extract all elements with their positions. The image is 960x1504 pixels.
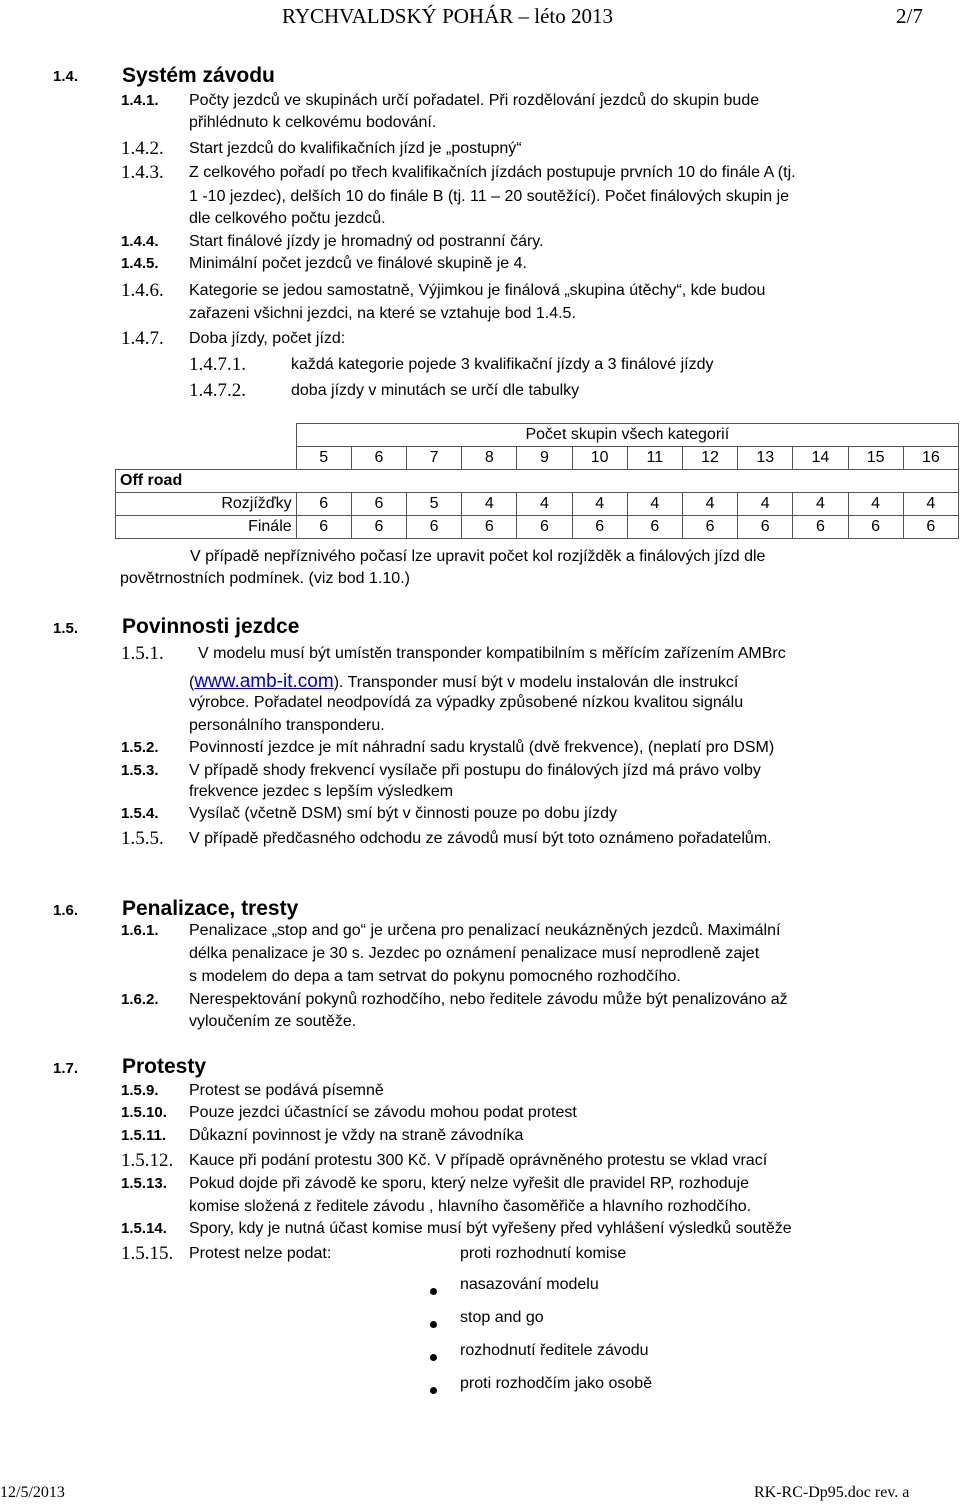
subitem-number: 1.4.7.1.: [189, 354, 246, 375]
table-cell: 6: [848, 516, 903, 539]
table-cell: 6: [462, 516, 517, 539]
group-cell: 10: [572, 447, 627, 470]
item-text: Spory, kdy je nutná účast komise musí být vyřešeny před vyhlášení výsledků soutěže: [189, 1220, 792, 1237]
item-text: Minimální počet jezdců ve finálové skupině je 4.: [189, 255, 527, 272]
table-cell: 4: [572, 493, 627, 516]
item-number: 1.5.10.: [121, 1104, 167, 1121]
times-table: [115, 423, 959, 539]
list-item: proti rozhodčím jako osobě: [460, 1375, 653, 1392]
item-text: V případě shody frekvencí vysílače při postupu do finálových jízd má právo volby: [189, 762, 761, 779]
item-text: přihlédnuto k celkovému bodování.: [189, 114, 437, 131]
table-header: Počet skupin všech kategorií: [296, 424, 958, 447]
section-number: 1.6.: [53, 902, 79, 919]
item-text: frekvence jezdec s lepším výsledkem: [189, 783, 454, 800]
item-text: Start finálové jízdy je hromadný od postranní čáry.: [189, 233, 544, 250]
table-header-row: [116, 424, 959, 447]
section-number: 1.4.: [53, 68, 79, 85]
item-text: Důkazní povinnost je vždy na straně závodníka: [189, 1127, 524, 1144]
table-cell: 4: [462, 493, 517, 516]
table-cell: 4: [627, 493, 682, 516]
item-text: Protest se podává písemně: [189, 1082, 384, 1099]
item-number: 1.5.5.: [121, 828, 164, 849]
bullet-icon: [430, 1315, 437, 1333]
item-number: 1.5.11.: [121, 1127, 167, 1144]
item-number: 1.4.3.: [121, 162, 164, 183]
item-text: Start jezdců do kvalifikačních jízd je „postupný“: [189, 140, 522, 157]
item-number: 1.4.1.: [121, 92, 159, 109]
item-text: Penalizace „stop and go“ je určena pro penalizací neukázněných jezdců. Maximální: [189, 922, 781, 939]
subitem-number: 1.4.7.2.: [189, 380, 246, 401]
table-cell: 4: [738, 493, 793, 516]
item-number: 1.4.5.: [121, 255, 159, 272]
item-text: Kategorie se jedou samostatně, Výjimkou je finálová „skupina útěchy“, kde budou: [189, 282, 766, 299]
bullet-icon: [430, 1348, 437, 1366]
footer-date: 12/5/2013: [0, 1484, 65, 1501]
row-label: Finále: [116, 516, 297, 539]
table-cell: 4: [682, 493, 737, 516]
table-cell: 6: [517, 516, 572, 539]
item-number: 1.5.1.: [121, 643, 164, 664]
item-text: Vysílač (včetně DSM) smí být v činnosti pouze po dobu jízdy: [189, 805, 618, 822]
table-note: povětrnostních podmínek. (viz bod 1.10.): [120, 570, 410, 587]
table-cell: 6: [738, 516, 793, 539]
footer-doc: RK-RC-Dp95.doc rev. a: [754, 1484, 910, 1501]
item-number: 1.5.3.: [121, 762, 159, 779]
item-text: Povinností jezdce je mít náhradní sadu krystalů (dvě frekvence), (neplatí pro DSM): [189, 739, 775, 756]
table-cell: 4: [848, 493, 903, 516]
list-item: proti rozhodnutí komise: [460, 1245, 627, 1262]
table-cell: 4: [793, 493, 848, 516]
item-text: V modelu musí být umístěn transponder kompatibilním s měřícím zařízením AMBrc: [198, 645, 786, 662]
item-text: V případě předčasného odchodu ze závodů musí být toto oznámeno pořadatelům.: [189, 830, 772, 847]
section-title: Povinnosti jezdce: [122, 615, 300, 638]
group-cell: 15: [848, 447, 903, 470]
section-title: Protesty: [122, 1055, 207, 1078]
group-cell: 5: [296, 447, 351, 470]
groups-row: [116, 447, 959, 470]
list-item: nasazování modelu: [460, 1276, 599, 1293]
amb-link[interactable]: www.amb-it.com: [194, 671, 334, 692]
item-text: Počty jezdců ve skupinách určí pořadatel. Při rozdělování jezdců do skupin bude: [189, 92, 760, 109]
item-text: Protest nelze podat:: [189, 1245, 332, 1262]
item-text: zařazeni všichni jezdci, na které se vztahuje bod 1.4.5.: [189, 305, 576, 322]
section-number: 1.7.: [53, 1060, 79, 1077]
item-number: 1.5.4.: [121, 805, 159, 822]
group-cell: 8: [462, 447, 517, 470]
table-cell: 5: [407, 493, 462, 516]
paren-open: (: [189, 674, 195, 691]
item-number: 1.4.7.: [121, 328, 164, 349]
item-number: 1.4.2.: [121, 138, 164, 159]
table-note: V případě nepříznivého počasí lze upravit počet kol rozjížděk a finálových jízd dle: [190, 548, 766, 565]
item-number: 1.4.6.: [121, 280, 164, 301]
page-number: 2/7: [896, 4, 923, 28]
bullet-icon: [430, 1282, 437, 1300]
item-number: 1.5.12.: [121, 1150, 174, 1171]
item-text: Pouze jezdci účastnící se závodu mohou podat protest: [189, 1104, 577, 1121]
item-text: dle celkového počtu jezdců.: [189, 210, 386, 227]
item-number: 1.5.14.: [121, 1220, 167, 1237]
category-label: Off road: [116, 470, 959, 493]
section-title: Penalizace, tresty: [122, 897, 299, 920]
group-cell: 13: [738, 447, 793, 470]
table-row: [116, 516, 959, 539]
section-title: Systém závodu: [122, 64, 275, 87]
item-number: 1.6.1.: [121, 922, 159, 939]
table-cell: 6: [351, 516, 406, 539]
item-text: Z celkového pořadí po třech kvalifikačních jízdách postupuje prvních 10 do finále A (tj.: [189, 164, 796, 181]
item-text: komise složená z ředitele závodu , hlavního časoměřiče a hlavního rozhodčího.: [189, 1198, 752, 1215]
table-cell: 4: [517, 493, 572, 516]
table-cell: 6: [572, 516, 627, 539]
section-number: 1.5.: [53, 620, 79, 637]
table-cell: 6: [627, 516, 682, 539]
list-item: rozhodnutí ředitele závodu: [460, 1342, 649, 1359]
item-text-continued: ). Transponder musí být v modelu instalován dle instrukcí: [333, 674, 739, 691]
item-text: délka penalizace je 30 s. Jezdec po oznámení penalizace musí neprodleně zajet: [189, 945, 760, 962]
group-cell: 12: [682, 447, 737, 470]
table-cell: 6: [793, 516, 848, 539]
group-cell: 14: [793, 447, 848, 470]
group-cell: 11: [627, 447, 682, 470]
item-text: každá kategorie pojede 3 kvalifikační jízdy a 3 finálové jízdy: [291, 356, 714, 373]
item-text: doba jízdy v minutách se určí dle tabulky: [291, 382, 580, 399]
bullet-icon: [430, 1381, 437, 1399]
item-text: Pokud dojde při závodě ke sporu, který nelze vyřešit dle pravidel RP, rozhoduje: [189, 1175, 750, 1192]
item-text: Doba jízdy, počet jízd:: [189, 330, 346, 347]
item-text: vyloučením ze soutěže.: [189, 1013, 357, 1030]
item-number: 1.5.9.: [121, 1082, 159, 1099]
item-number: 1.5.13.: [121, 1175, 167, 1192]
item-number: 1.4.4.: [121, 233, 159, 250]
table-cell: 4: [903, 493, 958, 516]
item-number: 1.5.2.: [121, 739, 159, 756]
group-cell: 16: [903, 447, 958, 470]
row-label: Rozjížďky: [116, 493, 297, 516]
item-text: 1 -10 jezdec), delších 10 do finále B (tj. 11 – 20 soutěžící). Počet finálových skupin je: [189, 188, 790, 205]
table-cell: 6: [351, 493, 406, 516]
page-header-title: RYCHVALDSKÝ POHÁR – léto 2013: [282, 4, 613, 28]
item-text: výrobce. Pořadatel neodpovídá za výpadky způsobené nízkou kvalitou signálu: [189, 694, 744, 711]
item-text: Kauce při podání protestu 300 Kč. V případě oprávněného protestu se vklad vrací: [189, 1152, 768, 1169]
table-row: [116, 493, 959, 516]
item-text: personálního transponderu.: [189, 717, 385, 734]
item-number: 1.6.2.: [121, 991, 159, 1008]
table-cell: 6: [682, 516, 737, 539]
table-cell: 6: [296, 493, 351, 516]
group-cell: 7: [407, 447, 462, 470]
list-item: stop and go: [460, 1309, 544, 1326]
item-text: [189, 671, 738, 693]
table-cell: 6: [903, 516, 958, 539]
category-row: [116, 470, 959, 493]
item-text: Nerespektování pokynů rozhodčího, nebo ředitele závodu může být penalizováno až: [189, 991, 788, 1008]
table-cell: 6: [407, 516, 462, 539]
item-text: s modelem do depa a tam setrvat do pokynu pomocného rozhodčího.: [189, 968, 681, 985]
item-number: 1.5.15.: [121, 1243, 174, 1264]
group-cell: 6: [351, 447, 406, 470]
group-cell: 9: [517, 447, 572, 470]
table-cell: 6: [296, 516, 351, 539]
